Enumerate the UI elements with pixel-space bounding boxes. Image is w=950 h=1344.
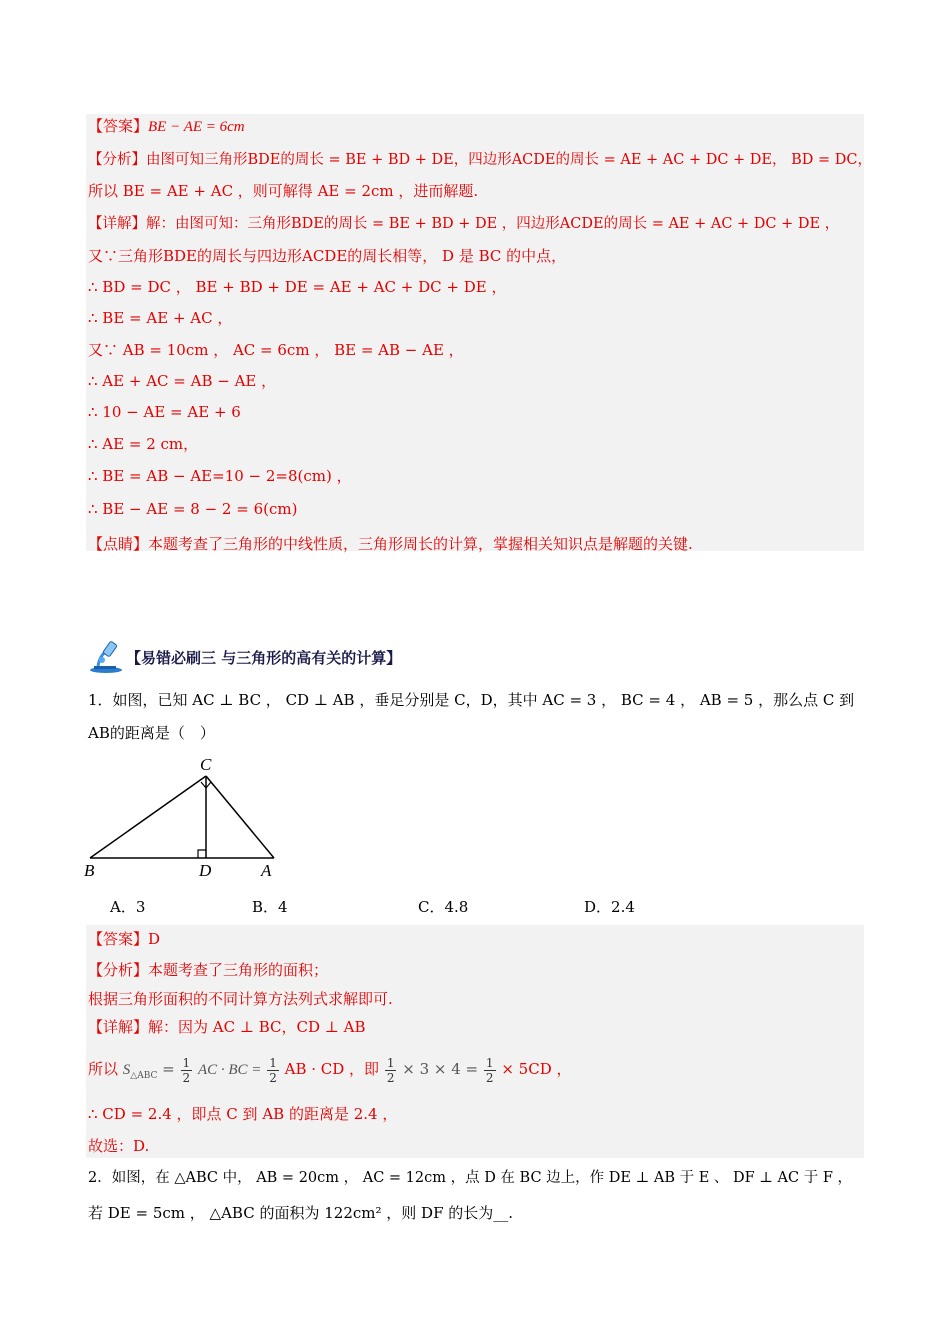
detail1-choose: 故选：D.	[88, 1137, 150, 1155]
detail-line-2: 又∵三角形BDE的周长与四边形ACDE的周长相等， D 是 BC 的中点，	[88, 247, 567, 265]
section-heading: 【易错必刷三 与三角形的高有关的计算】	[126, 649, 402, 667]
question2-line-2: 若 DE = 5cm ， △ABC 的面积为 122cm² ，则 DF 的长为__.	[88, 1204, 514, 1222]
detail-line-10: ∴ BE − AE = 8 − 2 = 6(cm)	[88, 500, 298, 518]
detail-line-5: 又∵ AB = 10cm ， AC = 6cm ， BE = AB − AE ，	[88, 341, 464, 359]
option-a[interactable]: A．3	[110, 898, 146, 916]
label-c: C	[200, 755, 212, 774]
analysis-line-1: 【分析】由图可知三角形BDE的周长 = BE + BD + DE，四边形ACDE的周长 = AE + AC + DC + DE， BD = DC，	[88, 152, 872, 168]
detail1-conclusion: ∴ CD = 2.4 ，即点 C 到 AB 的距离是 2.4 ，	[88, 1105, 398, 1123]
option-c[interactable]: C．4.8	[418, 898, 469, 916]
detail1-formula: 所以 $S_{\triangle ABC}$ = $\frac{1}{2}$ AC · BC = $\frac{1}{2}$ AB · CD ，即 $\frac{1}{2}$ × 3 × 4 = $\frac{1}{2}$ × 5CD ，	[88, 1055, 572, 1085]
detail-line-8: ∴ AE = 2 cm，	[88, 435, 199, 453]
detail-line-4: ∴ BE = AE + AC ，	[88, 309, 233, 327]
microscope-icon	[88, 640, 124, 674]
label-d: D	[199, 861, 212, 880]
analysis1-line-1: 【分析】本题考查了三角形的面积；	[88, 961, 329, 979]
option-d[interactable]: D．2.4	[584, 898, 635, 916]
analysis1-line-2: 根据三角形面积的不同计算方法列式求解即可.	[88, 990, 393, 1008]
analysis-line-2: 所以 BE = AE + AC ，则可解得 AE = 2cm ，进而解题.	[88, 182, 479, 200]
answer1-line: 【答案】D	[88, 930, 161, 948]
segment-bc	[90, 776, 206, 858]
question1-line-2: AB的距离是（ ）	[88, 724, 215, 742]
answer-line-1: 【答案】BE − AE = 6cm	[88, 117, 245, 135]
detail-line-3: ∴ BD = DC ， BE + BD + DE = AE + AC + DC + DE ，	[88, 278, 507, 296]
detail1-line-1: 【详解】解：因为 AC ⊥ BC，CD ⊥ AB	[88, 1018, 366, 1036]
detail-line-1: 【详解】解：由图可知：三角形BDE的周长 = BE + BD + DE ，四边形ACDE的周长 = AE + AC + DC + DE ，	[88, 216, 840, 232]
triangle-figure	[80, 750, 290, 882]
segment-ca	[206, 776, 274, 858]
right-angle-d	[198, 850, 206, 858]
question1-line-1: 1．如图，已知 AC ⊥ BC ， CD ⊥ AB ，垂足分别是 C，D，其中 AC = 3 ， BC = 4 ， AB = 5 ，那么点 C 到	[88, 691, 855, 709]
question2-line-1: 2．如图，在 △ABC 中， AB = 20cm ， AC = 12cm ，点 D 在 BC 边上，作 DE ⊥ AB 于 E 、 DF ⊥ AC 于 F ，	[88, 1170, 852, 1186]
label-a: A	[261, 861, 272, 880]
detail-line-6: ∴ AE + AC = AB − AE ，	[88, 372, 277, 390]
option-b[interactable]: B．4	[252, 898, 288, 916]
label-b: B	[84, 861, 95, 880]
comment-line: 【点睛】本题考查了三角形的中线性质，三角形周长的计算，掌握相关知识点是解题的关键.	[88, 535, 693, 553]
detail-line-9: ∴ BE = AB − AE=10 − 2=8(cm) ，	[88, 467, 352, 485]
detail-line-7: ∴ 10 − AE = AE + 6	[88, 403, 241, 421]
